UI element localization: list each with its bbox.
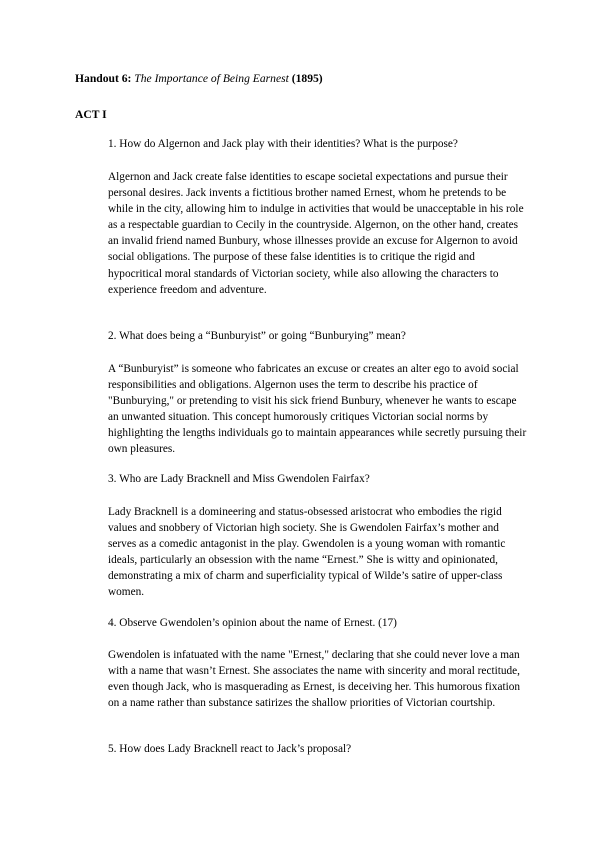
answer-text: Algernon and Jack create false identities to escape societal expectations and pursue their personal desires. Jack invents a fictitious brother named Ernest, whom he pretends to be while in the city, allowing him to indulge in activities that would be unacceptable in his role as a respectable guardian to Cecily in the countryside. Algernon, on the other hand, creates an invalid friend named Bunbury, whose illnesses provide an excuse for Algernon to avoid social obligations. The purpose of these false identities is to critique the rigid and hypocritical moral standards of Victorian society, while also allowing the characters to experience freedom and adventure. — [108, 171, 524, 296]
question-text: 4. Observe Gwendolen’s opinion about the name of Ernest. (17) — [108, 617, 397, 629]
question-4 — [108, 615, 528, 631]
answer-3 — [108, 504, 528, 601]
answer-text: Lady Bracknell is a domineering and status-obsessed aristocrat who embodies the rigid values and snobbery of Victorian high society. She is Gwendolen Fairfax’s mother and serves as a comedic antagonist in the play. Gwendolen is a young woman with romantic ideals, particularly an obsession with the name “Ernest.” She is witty and opinionated, demonstrating a mix of charm and superficiality typical of Wilde’s satire of upper-class women. — [108, 506, 506, 599]
question-text: 1. How do Algernon and Jack play with their identities? What is the purpose? — [108, 138, 458, 150]
question-2 — [108, 328, 528, 344]
question-1 — [108, 136, 528, 152]
answer-text: A “Bunburyist” is someone who fabricates an excuse or creates an alter ego to avoid social responsibilities and obligations. Algernon uses the term to describe his practice of "Bunburying," or pretending to visit his sick friend Bunbury, whenever he wants to escape an unwanted situation. This concept humorously critiques Victorian social norms by highlighting the lengths individuals go to maintain appearances while secretly pursuing their own pleasures. — [108, 363, 527, 456]
question-text: 2. What does being a “Bunburyist” or going “Bunburying” mean? — [108, 330, 406, 342]
question-3 — [108, 471, 528, 487]
question-text: 5. How does Lady Bracknell react to Jack’s proposal? — [108, 743, 352, 755]
handout-title — [75, 72, 323, 85]
handout-prefix: Handout 6: — [75, 72, 135, 85]
question-5 — [108, 741, 528, 757]
answer-text: Gwendolen is infatuated with the name "Ernest," declaring that she could never love a man with a name that wasn’t Ernest. She associates the name with sincerity and moral rectitude, even though Jack, who is masquerading as Ernest, is deceiving her. This humorous fixation on a name rather than substance satirizes the shallow priorities of Victorian courtship. — [108, 649, 521, 710]
answer-1 — [108, 169, 528, 298]
act-heading: ACT I — [75, 108, 107, 121]
question-text: 3. Who are Lady Bracknell and Miss Gwendolen Fairfax? — [108, 473, 370, 485]
answer-4 — [108, 647, 528, 711]
answer-2 — [108, 361, 528, 458]
work-year: (1895) — [288, 72, 323, 85]
work-title: The Importance of Being Earnest — [134, 72, 289, 85]
